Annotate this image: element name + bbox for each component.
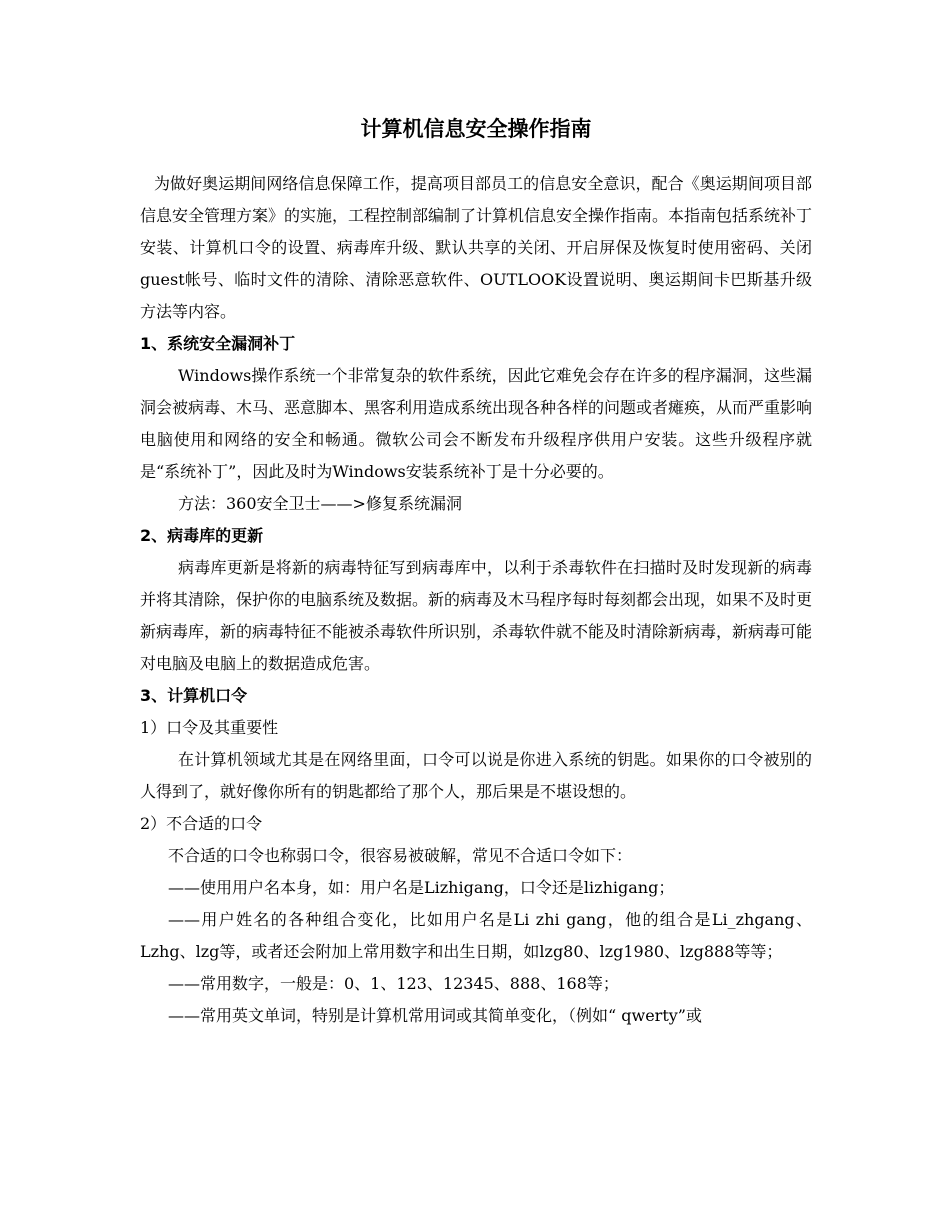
sub-heading-password-importance: 1）口令及其重要性 (140, 718, 279, 737)
intro-paragraph: 为做好奥运期间网络信息保障工作，提高项目部员工的信息安全意识，配合《奥运期间项目部信息安全管理方案》的实施，工程控制部编制了计算机信息安全操作指南。本指南包括系统补丁安装、计算机口令的设置、病毒库升级、默认共享的关闭、开启屏保及恢复时使用密码、关闭guest帐号、临时文件的清除、清除恶意软件、OUTLOOK设置说明、奥运期间卡巴斯基升级方法等内容。 (140, 174, 813, 321)
section-heading-patches: 1、系统安全漏洞补丁 (140, 334, 296, 353)
section-heading-passwords: 3、计算机口令 (140, 686, 248, 705)
password-importance-paragraph: 在计算机领域尤其是在网络里面，口令可以说是你进入系统的钥匙。如果你的口令被别的人得到了，就好像你所有的钥匙都给了那个人，那后果是不堪设想的。 (140, 750, 812, 801)
virus-db-paragraph: 病毒库更新是将新的病毒特征写到病毒库中，以利于杀毒软件在扫描时及时发现新的病毒并将其清除，保护你的电脑系统及数据。新的病毒及木马程序每时每刻都会出现，如果不及时更新病毒库，新的病毒特征不能被杀毒软件所识别，杀毒软件就不能及时清除新病毒，新病毒可能对电脑及电脑上的数据造成危害。 (140, 558, 813, 673)
list-item: ——常用英文单词，特别是计算机常用词或其简单变化，（例如“ qwerty”或 (168, 1006, 702, 1025)
document-title: 计算机信息安全操作指南 (360, 117, 592, 141)
list-item: ——用户姓名的各种组合变化，比如用户名是Li zhi gang，他的组合是Li_zhgang、Lzhg、lzg等，或者还会附加上常用数字和出生日期，如lzg80、lzg1980、lzg888等等； (140, 910, 812, 961)
list-item: ——使用用户名本身，如：用户名是Lizhigang，口令还是lizhigang； (168, 878, 675, 897)
patches-paragraph: Windows操作系统一个非常复杂的软件系统，因此它难免会存在许多的程序漏洞，这些漏洞会被病毒、木马、恶意脚本、黑客利用造成系统出现各种各样的问题或者瘫痪，从而严重影响电脑使用和网络的安全和畅通。微软公司会不断发布升级程序供用户安装。这些升级程序就是“系统补丁”，因此及时为Windows安装系统补丁是十分必要的。 (140, 366, 813, 481)
sub-heading-weak-passwords: 2）不合适的口令 (140, 814, 263, 833)
patches-method: 方法：360安全卫士——>修复系统漏洞 (178, 494, 462, 513)
document-body (140, 115, 812, 1032)
list-item: ——常用数字，一般是：0、1、123、12345、888、168等； (168, 974, 619, 993)
weak-passwords-paragraph: 不合适的口令也称弱口令，很容易被破解，常见不合适口令如下： (168, 846, 633, 865)
section-heading-virus-db: 2、病毒库的更新 (140, 526, 264, 545)
